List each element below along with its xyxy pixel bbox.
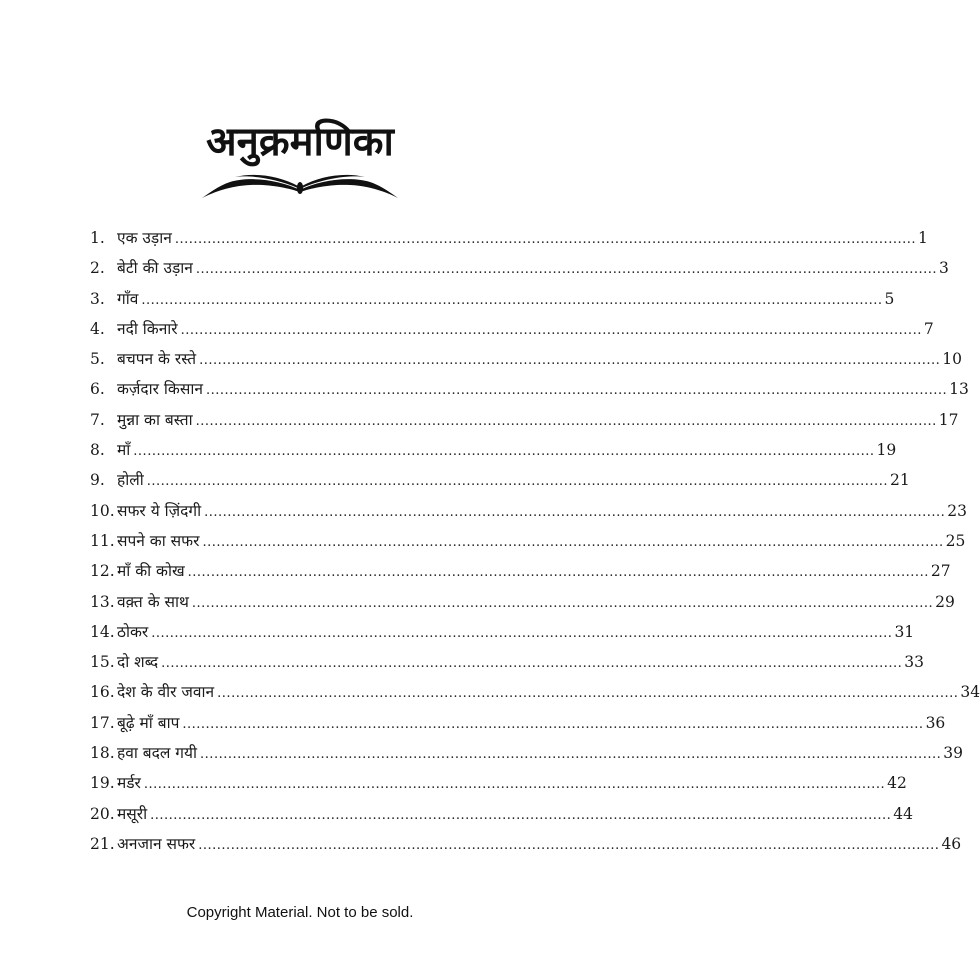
toc-entry-title: माँ की कोख: [117, 562, 185, 581]
dot-leader: ................................................................................................................................................................: [195, 413, 937, 429]
decorative-flourish-icon: [200, 172, 400, 202]
toc-entry-title: मर्डर: [117, 774, 141, 793]
dot-leader: ................................................................................................................................................................: [199, 353, 941, 369]
toc-entry-title: होली: [117, 471, 144, 490]
dot-leader: ................................................................................................................................................................: [151, 625, 893, 641]
toc-entry: [90, 771, 907, 801]
toc-entry: [90, 590, 955, 620]
toc-entry-number: 13.: [90, 592, 115, 611]
dot-leader: ................................................................................................................................................................: [133, 444, 875, 460]
toc-entry-number: 20.: [90, 804, 115, 823]
toc-entry-number: 8.: [90, 441, 105, 460]
toc-entry-page: 34: [960, 683, 980, 702]
toc-entry-title: माँ: [117, 441, 131, 460]
toc-entry: [90, 529, 966, 559]
dot-leader: ................................................................................................................................................................: [174, 232, 916, 247]
dot-leader: ................................................................................................................................................................: [195, 262, 938, 278]
toc-entry-title: कर्ज़दार किसान: [117, 380, 203, 399]
toc-entry-title: सपने का सफर: [117, 531, 200, 550]
toc-entry: [90, 438, 897, 468]
toc-entry: [90, 287, 895, 317]
toc-entry-page: 3: [939, 259, 949, 278]
toc-entry-title: मसूरी: [117, 804, 148, 823]
toc-entry: [90, 680, 980, 710]
toc-entry-page: 25: [945, 531, 966, 550]
dot-leader: ................................................................................................................................................................: [200, 747, 942, 763]
dot-leader: ................................................................................................................................................................: [143, 777, 886, 793]
toc-entry: [90, 468, 910, 498]
toc-entry-title: एक उड़ान: [117, 229, 172, 247]
toc-entry-page: 42: [887, 774, 907, 793]
toc-entry: [90, 559, 951, 589]
toc-entry-number: 1.: [90, 229, 105, 247]
toc-entry: [90, 832, 962, 862]
toc-entry-number: 17.: [90, 713, 115, 732]
toc-entry-page: 31: [894, 622, 915, 641]
toc-entry-title: बूढ़े माँ बाप: [117, 713, 180, 732]
toc-entry-number: 9.: [90, 471, 105, 490]
toc-entry-title: दो शब्द: [117, 653, 159, 672]
table-of-contents: [90, 226, 980, 862]
toc-entry-title: हवा बदल गयी: [117, 744, 198, 763]
toc-entry-number: 15.: [90, 653, 115, 672]
toc-entry: [90, 711, 946, 741]
toc-entry-number: 12.: [90, 562, 115, 581]
toc-entry-title: मुन्ना का बस्ता: [117, 410, 193, 429]
toc-entry-number: 6.: [90, 380, 105, 399]
toc-entry: [90, 317, 934, 347]
toc-entry: [90, 408, 959, 438]
toc-entry-title: गाँव: [117, 289, 139, 308]
dot-leader: ................................................................................................................................................................: [191, 595, 934, 611]
toc-entry-page: 1: [917, 229, 928, 247]
dot-leader: ................................................................................................................................................................: [180, 322, 922, 338]
toc-entry-title: ठोकर: [117, 622, 149, 641]
toc-entry: [90, 377, 969, 407]
dot-leader: ................................................................................................................................................................: [198, 837, 940, 853]
toc-entry-number: 18.: [90, 744, 115, 763]
toc-entry-page: 17: [938, 410, 959, 429]
toc-entry-number: 21.: [90, 834, 115, 853]
toc-entry-number: 2.: [90, 259, 105, 278]
toc-entry-page: 7: [923, 319, 934, 338]
toc-entry-page: 27: [930, 562, 951, 581]
toc-entry: [90, 802, 914, 832]
dot-leader: ................................................................................................................................................................: [204, 504, 946, 520]
dot-leader: ................................................................................................................................................................: [182, 716, 924, 732]
toc-entry: [90, 620, 915, 650]
toc-entry: [90, 650, 925, 680]
toc-entry-page: 44: [893, 804, 914, 823]
toc-entry-number: 19.: [90, 774, 115, 793]
toc-entry-title: वक़्त के साथ: [117, 592, 189, 611]
toc-entry-title: बचपन के रस्ते: [117, 350, 197, 369]
toc-entry-number: 5.: [90, 350, 105, 369]
toc-entry: [90, 741, 963, 771]
toc-entry-title: बेटी की उड़ान: [117, 259, 193, 278]
toc-entry-page: 23: [947, 501, 968, 520]
toc-entry-number: 10.: [90, 501, 115, 520]
toc-entry-page: 39: [943, 744, 963, 763]
toc-entry-page: 13: [949, 380, 969, 399]
toc-entry-page: 19: [876, 441, 897, 460]
copyright-notice: Copyright Material. Not to be sold.: [186, 904, 414, 921]
toc-entry-number: 7.: [90, 410, 105, 429]
toc-entry-page: 21: [889, 471, 910, 490]
toc-entry-page: 10: [942, 350, 962, 369]
toc-entry-page: 46: [941, 834, 962, 853]
dot-leader: ................................................................................................................................................................: [146, 474, 888, 490]
toc-entry-title: नदी किनारे: [117, 319, 178, 338]
toc-entry-title: देश के वीर जवान: [117, 683, 215, 702]
toc-entry: [90, 499, 968, 529]
toc-entry-number: 16.: [90, 683, 115, 702]
dot-leader: ................................................................................................................................................................: [161, 656, 903, 672]
toc-entry-page: 5: [884, 289, 895, 308]
toc-entry-number: 4.: [90, 319, 105, 338]
dot-leader: ................................................................................................................................................................: [217, 686, 959, 702]
toc-entry-number: 14.: [90, 622, 115, 641]
toc-entry-title: सफर ये ज़िंदगी: [117, 501, 202, 520]
dot-leader: ................................................................................................................................................................: [141, 292, 883, 308]
toc-entry-title: अनजान सफर: [117, 834, 196, 853]
page-title: अनुक्रमणिका: [206, 119, 394, 165]
dot-leader: ................................................................................................................................................................: [202, 534, 944, 550]
toc-entry: [90, 347, 962, 377]
toc-entry: [90, 256, 949, 286]
toc-entry: [90, 226, 928, 256]
toc-entry-number: 3.: [90, 289, 105, 308]
dot-leader: ................................................................................................................................................................: [187, 565, 929, 581]
dot-leader: ................................................................................................................................................................: [205, 383, 948, 399]
toc-entry-page: 36: [925, 713, 946, 732]
toc-entry-number: 11.: [90, 531, 115, 550]
dot-leader: ................................................................................................................................................................: [150, 807, 892, 823]
toc-entry-page: 29: [935, 592, 955, 611]
toc-entry-page: 33: [904, 653, 925, 672]
